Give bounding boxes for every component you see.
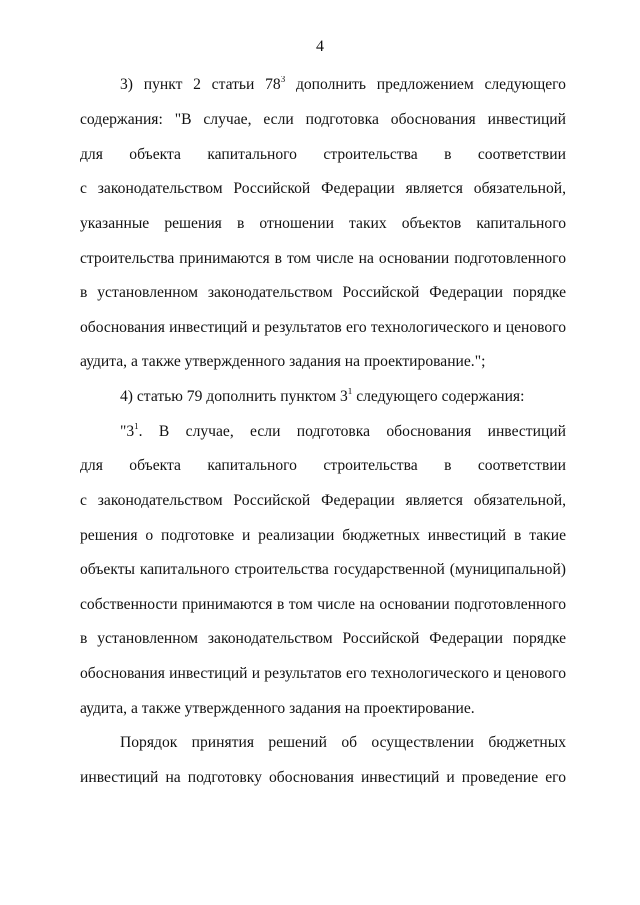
superscript: 3 <box>280 76 286 84</box>
paragraph-line: Порядок принятия решений об осуществлении бюджетных <box>120 734 566 751</box>
paragraph-line: в установленном законодательством Российской Федерации порядке <box>80 284 566 301</box>
page-number: 4 <box>316 38 324 55</box>
paragraph-line: в установленном законодательством Российской Федерации порядке <box>80 630 566 647</box>
paragraph-line: для объекта капитального строительства в соответствии <box>80 457 566 474</box>
superscript: 1 <box>134 423 139 431</box>
paragraph-line: строительства принимаются в том числе на основании подготовленного <box>80 250 566 267</box>
paragraph-line: 4) статью 79 дополнить пунктом $3^1$ следующего содержания: <box>120 388 566 406</box>
paragraph-line: обоснования инвестиций и результатов его технологического и ценового <box>80 665 566 682</box>
paragraph-line: содержания: "В случае, если подготовка обоснования инвестиций <box>80 111 566 128</box>
paragraph-line: указанные решения в отношении таких объектов капитального <box>80 215 566 232</box>
paragraph-line: собственности принимаются в том числе на основании подготовленного <box>80 596 566 613</box>
paragraph-line: объекты капитального строительства государственной (муниципальной) <box>80 561 566 578</box>
paragraph-line: с законодательством Российской Федерации является обязательной, <box>80 180 566 197</box>
paragraph-line: с законодательством Российской Федерации является обязательной, <box>80 492 566 509</box>
paragraph-line: решения о подготовке и реализации бюджетных инвестиций в такие <box>80 527 566 544</box>
superscript: 1 <box>347 388 353 396</box>
paragraph-line: инвестиций на подготовку обоснования инвестиций и проведение его <box>80 769 566 786</box>
paragraph-line: 3) пункт 2 статьи $78^3$ дополнить предложением следующего <box>120 76 566 94</box>
paragraph-line: для объекта капитального строительства в соответствии <box>80 146 566 163</box>
paragraph-line: аудита, а также утвержденного задания на проектирование. <box>80 700 475 717</box>
paragraph-line: обоснования инвестиций и результатов его технологического и ценового <box>80 319 566 336</box>
paragraph-line: аудита, а также утвержденного задания на проектирование."; <box>80 353 486 370</box>
paragraph-line: "$3^1$. В случае, если подготовка обоснования инвестиций <box>120 423 566 441</box>
